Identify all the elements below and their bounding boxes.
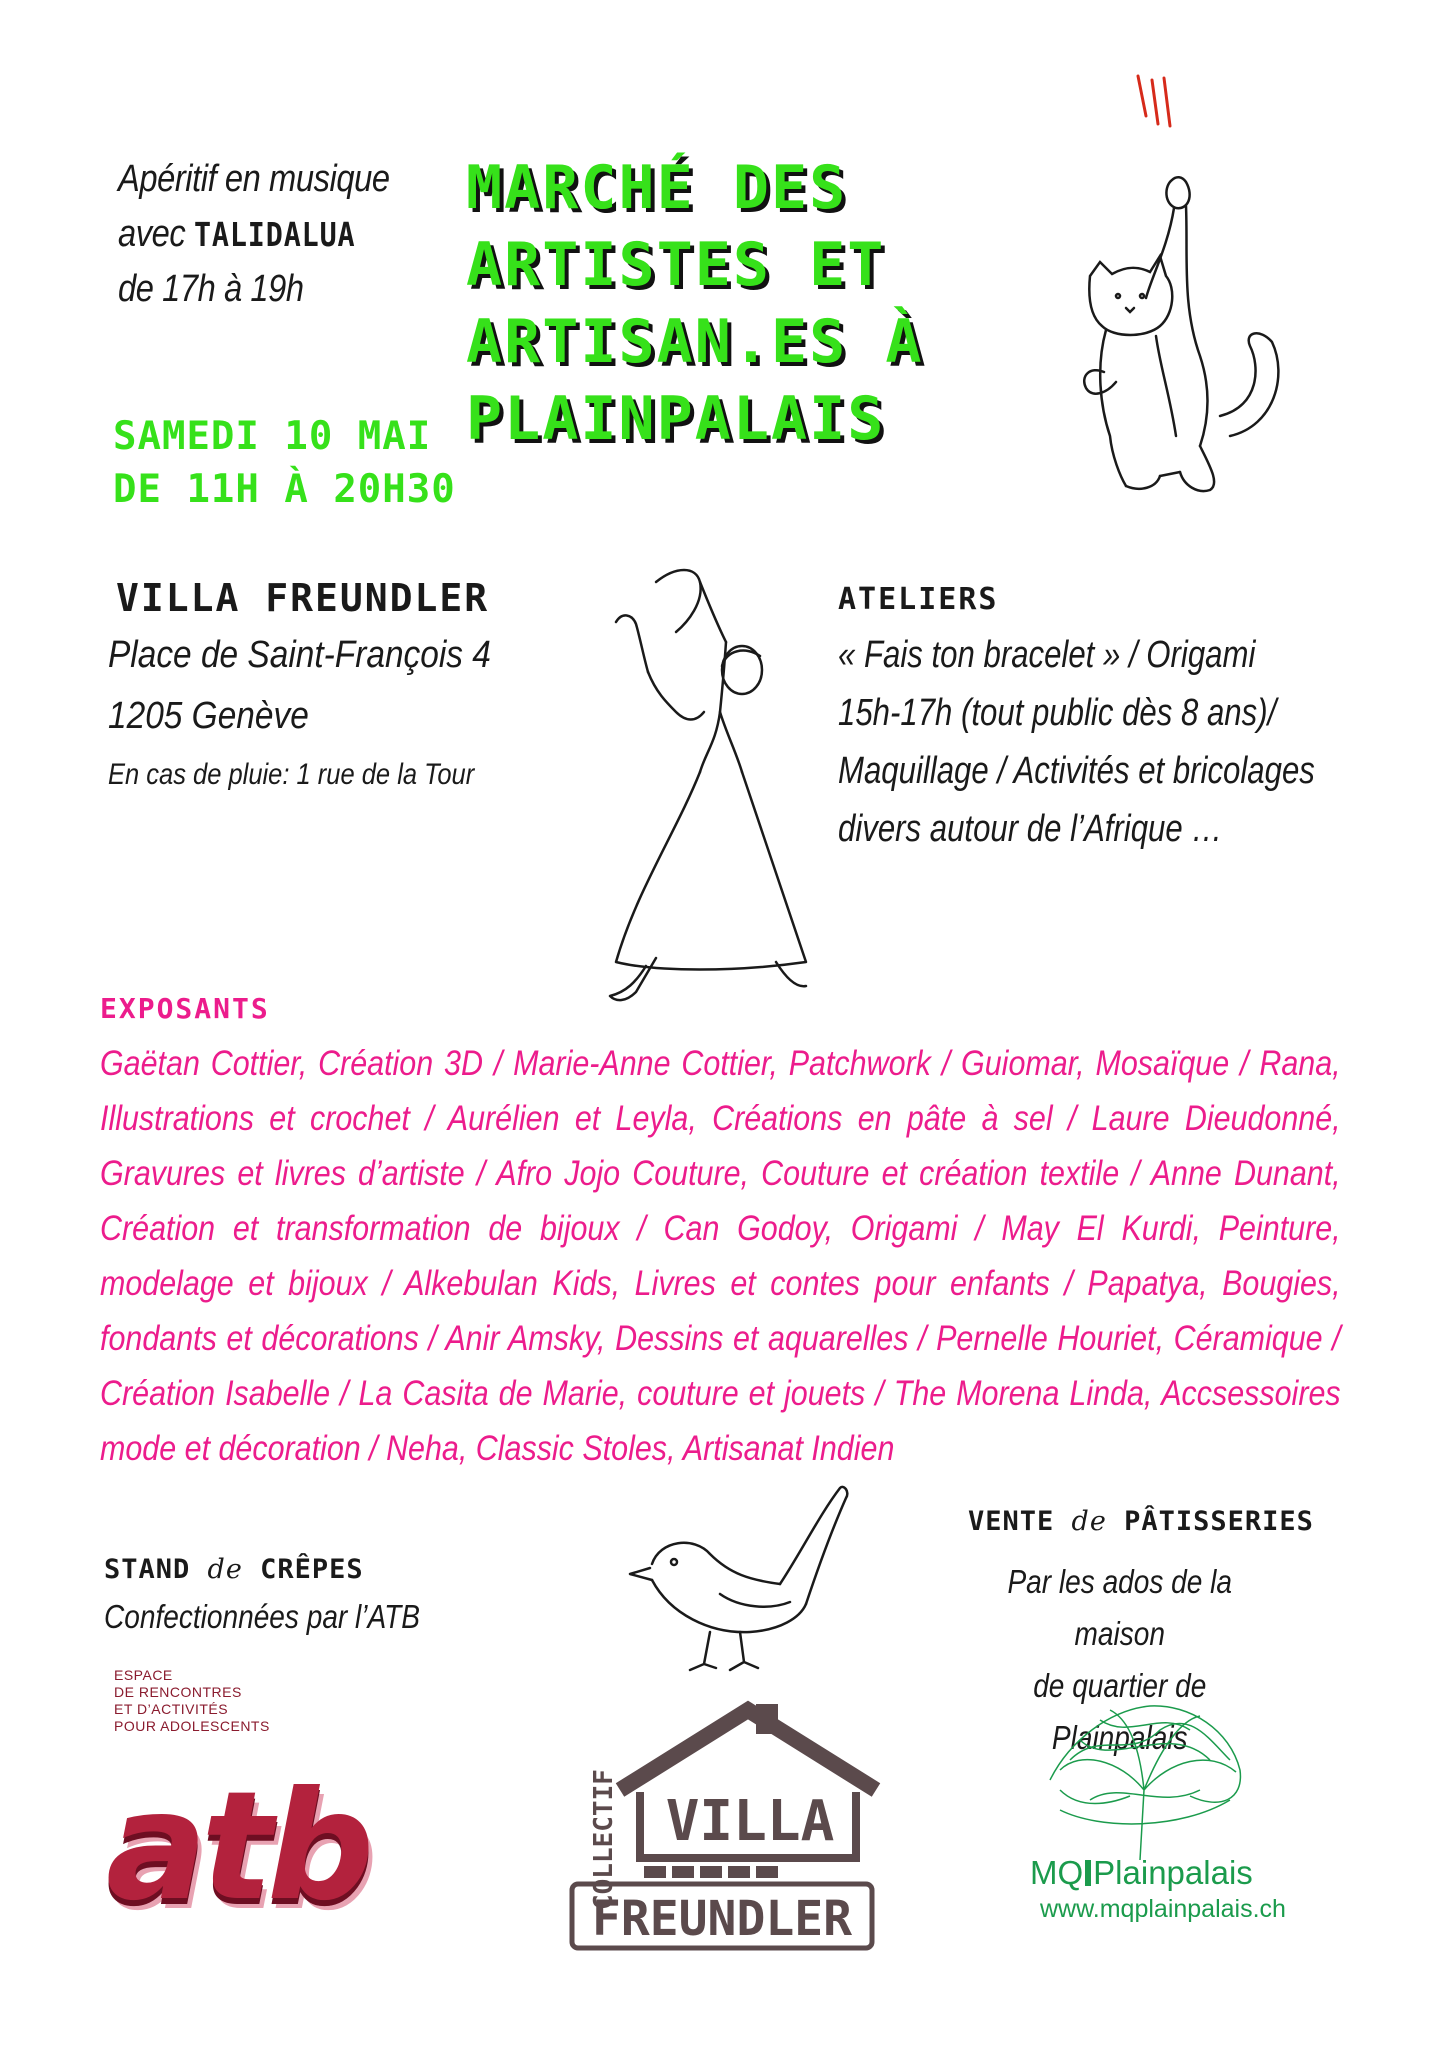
dancer-illustration <box>596 562 826 1012</box>
atb-logo: atb <box>106 1760 369 1934</box>
freundler-text: FREUNDLER <box>591 1891 853 1947</box>
crepes-heading-b: CRÊPES <box>242 1554 364 1585</box>
exposants-list: Gaëtan Cottier, Création 3D / Marie-Anne Cottier, Patchwork / Guiomar, Mosaïque / Rana, Illustrations et crochet / Aurélien et Leyla, Créations en pâte à sel / Laure Dieudonné, Gravures et livres d’artiste / Afro Jojo Couture, Couture et création textile / Anne Dunant, Création et transformation de bijoux / Can Godoy, Origami / May El Kurdi, Peinture, modelage et bijoux / Alkebulan Kids, Livres et contes pour enfants / Papatya, Bougies, fondants et décorations / Anir Amsky, Dessins et aquarelles / Pernelle Houriet, Céramique / Création Isabelle / La Casita de Marie, couture et jouets / The Morena Linda, Accsessoires mode et décoration / Neha, Classic Stoles, Artisanat Indien <box>100 1044 1341 1468</box>
aperitif-line2 <box>118 207 390 262</box>
rain-note: En cas de pluie: 1 rue de la Tour <box>108 758 475 791</box>
ateliers-line2: 15h-17h (tout public dès 8 ans)/ <box>838 692 1277 734</box>
ateliers-line1: « Fais ton bracelet » / Origami <box>838 634 1256 676</box>
collectif-text: COLLECTIF <box>589 1769 619 1910</box>
patisseries-heading-de: de <box>1071 1506 1107 1537</box>
bird-illustration <box>630 1484 860 1674</box>
atb-tagline4: POUR ADOLESCENTS <box>114 1718 270 1734</box>
exposants-heading: EXPOSANTS <box>100 992 270 1025</box>
atb-tagline3: ET D’ACTIVITÉS <box>114 1701 229 1717</box>
venue-name: VILLA FREUNDLER <box>116 576 490 620</box>
atb-tagline <box>114 1667 270 1735</box>
cat-illustration <box>1060 76 1300 506</box>
villa-text: VILLA <box>665 1789 835 1854</box>
atb-tagline1: ESPACE <box>114 1667 173 1683</box>
event-date <box>113 410 456 516</box>
venue-address2: 1205 Genève <box>108 695 309 737</box>
villa-freundler-logo <box>560 1680 880 1970</box>
patisseries-line2: de quartier de Plainpalais <box>1033 1667 1207 1756</box>
mq-prefix: MQ <box>1030 1854 1084 1891</box>
crepes-heading-de: de <box>207 1554 243 1585</box>
crepes-text: Confectionnées par l’ATB <box>104 1598 420 1635</box>
patisseries-heading <box>968 1506 1314 1537</box>
patisseries-heading-a: VENTE <box>968 1506 1072 1537</box>
date-line2: DE 11H À 20H30 <box>113 467 456 512</box>
ateliers-line3: Maquillage / Activités et bricolages <box>838 750 1315 792</box>
mq-name <box>1030 1854 1253 1892</box>
mq-separator-icon <box>1085 1860 1091 1886</box>
event-title <box>466 150 986 458</box>
mq-tree-icon <box>1040 1700 1250 1870</box>
aperitif-prefix: avec <box>118 213 194 255</box>
mq-url: www.mqplainpalais.ch <box>1040 1895 1286 1923</box>
title-line2: ARTISTES ET <box>466 230 886 300</box>
patisseries-heading-b: PÂTISSERIES <box>1106 1506 1314 1537</box>
mq-name-text: Plainpalais <box>1093 1854 1253 1891</box>
atb-tagline2: DE RENCONTRES <box>114 1684 242 1700</box>
ateliers-heading: ATELIERS <box>838 582 999 617</box>
ateliers-line4: divers autour de l’Afrique … <box>838 808 1223 850</box>
aperitif-line1: Apéritif en musique <box>118 158 390 200</box>
crepes-heading-a: STAND <box>104 1554 208 1585</box>
crepes-heading <box>104 1554 364 1585</box>
venue-address1: Place de Saint-François 4 <box>108 634 491 676</box>
patisseries-line1: Par les ados de la maison <box>1007 1563 1233 1652</box>
date-line1: SAMEDI 10 MAI <box>113 414 432 459</box>
band-name: TALIDALUA <box>193 215 356 254</box>
title-line1: MARCHÉ DES <box>466 153 848 223</box>
aperitif-line3: de 17h à 19h <box>118 268 304 310</box>
title-line4: PLAINPALAIS <box>466 384 886 454</box>
aperitif-block <box>118 152 390 317</box>
title-line3: ARTISAN.ES À <box>466 307 924 377</box>
